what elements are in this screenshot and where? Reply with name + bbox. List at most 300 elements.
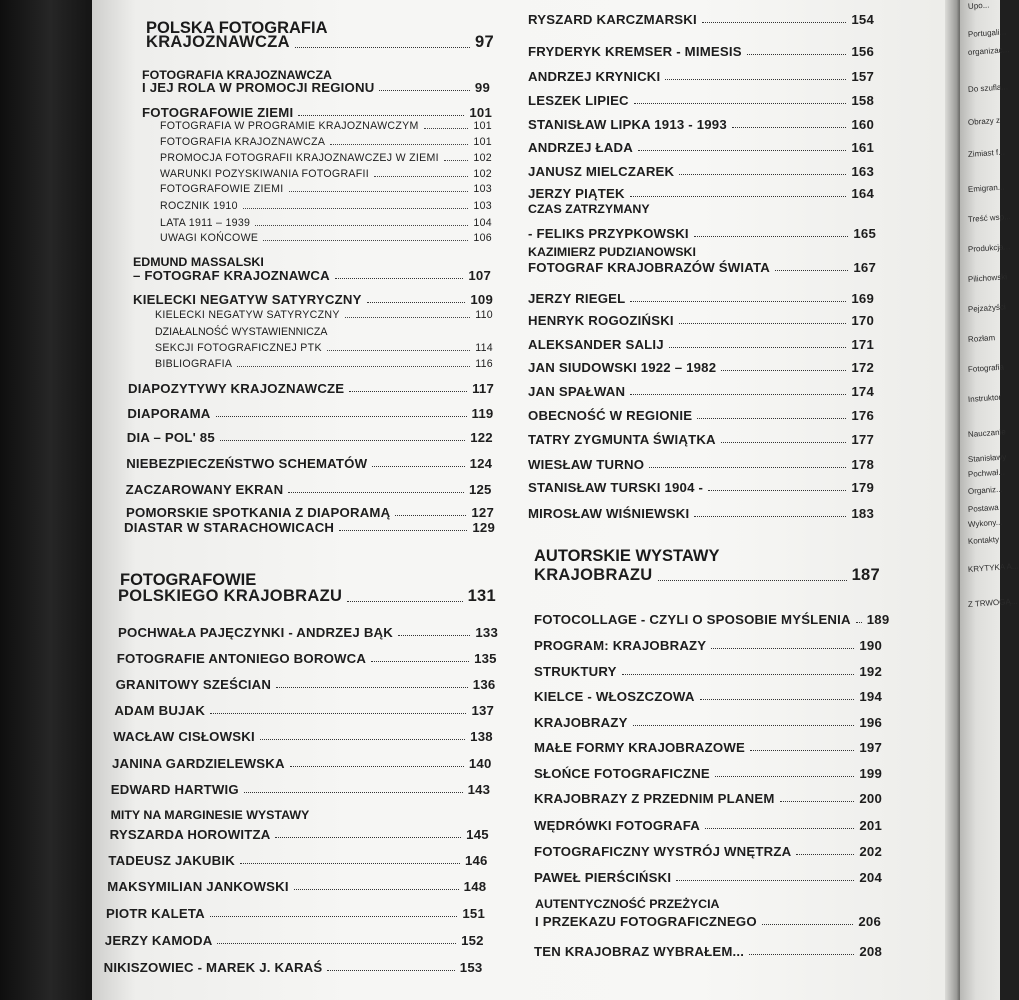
toc-entry (104, 960, 483, 975)
toc-entry (105, 933, 484, 948)
toc-entry-title: MAŁE FORMY KRAJOBRAZOWE (534, 740, 745, 755)
toc-page-number: 101 (473, 136, 492, 148)
leader-dots (255, 225, 468, 226)
leader-dots (721, 370, 846, 371)
toc-entry-title: WACŁAW CISŁOWSKI (113, 729, 255, 744)
toc-page-number: 135 (474, 651, 497, 666)
toc-entry (528, 140, 874, 155)
leader-dots (796, 854, 854, 855)
toc-page-number: 197 (859, 740, 882, 755)
section-title (118, 587, 496, 606)
leader-dots (240, 863, 460, 864)
toc-entry-title: JERZY RIEGEL (528, 291, 626, 306)
toc-subentry-line: DZIAŁALNOŚĆ WYSTAWIENNICZA (155, 326, 328, 338)
toc-entry (528, 384, 874, 399)
next-page-text: Instruktor (967, 392, 1002, 404)
leader-dots (398, 635, 470, 636)
toc-entry (528, 186, 874, 201)
leader-dots (630, 301, 846, 302)
toc-entry-title-line: KAZIMIERZ PUDZIANOWSKI (528, 245, 696, 259)
toc-page-number: 102 (473, 152, 492, 164)
leader-dots (210, 916, 458, 917)
next-page-text: Organiz... (967, 484, 1003, 496)
toc-entry-title: WĘDRÓWKI FOTOGRAFA (534, 818, 700, 833)
toc-entry-title: TATRY ZYGMUNTA ŚWIĄTKA (528, 432, 716, 447)
toc-subentry (160, 183, 492, 195)
toc-page-number: 156 (851, 44, 874, 59)
toc-entry-title: DIAPOZYTYWY KRAJOZNAWCZE (128, 381, 345, 396)
toc-entry (142, 105, 492, 120)
toc-entry (128, 381, 494, 396)
toc-page-number: 138 (470, 729, 493, 744)
toc-page-number: 117 (472, 381, 494, 396)
next-page-text: Obrazy z (967, 115, 1001, 127)
toc-page-number: 152 (461, 933, 484, 948)
leader-dots (705, 828, 854, 829)
toc-page-number: 145 (466, 827, 489, 842)
toc-entry-title: NIEBEZPIECZEŃSTWO SCHEMATÓW (126, 456, 368, 471)
toc-page-number: 127 (471, 505, 494, 520)
leader-dots (339, 530, 467, 531)
next-page-text: Postawa (967, 502, 999, 514)
leader-dots (210, 713, 466, 714)
leader-dots (217, 943, 456, 944)
toc-page-number: 154 (851, 12, 874, 27)
toc-page-number: 148 (463, 879, 487, 894)
toc-page-number: 106 (473, 232, 492, 244)
toc-entry-title: ADAM BUJAK (114, 703, 206, 718)
leader-dots (330, 144, 468, 145)
leader-dots (395, 515, 466, 516)
leader-dots (630, 394, 846, 395)
toc-page-number: 158 (851, 93, 874, 108)
leader-dots (237, 366, 470, 367)
toc-entry-title: FOTOCOLLAGE - CZYLI O SPOSOBIE MYŚLENIA (534, 612, 851, 627)
toc-entry-title: STRUKTURY (534, 664, 617, 679)
toc-entry-title: PIOTR KALETA (106, 906, 205, 921)
toc-page-number: 192 (859, 664, 882, 679)
next-page-text: Produkcja... (967, 242, 1011, 254)
leader-dots (349, 391, 467, 392)
leader-dots (665, 79, 846, 80)
leader-dots (295, 47, 470, 48)
leader-dots (379, 90, 469, 91)
toc-entry-title-line: MITY NA MARGINESIE WYSTAWY (110, 808, 310, 822)
toc-page-number: 161 (851, 140, 874, 155)
toc-entry-title: POLSKIEGO KRAJOBRAZU (118, 587, 343, 605)
toc-page-number: 140 (468, 756, 492, 771)
toc-entry-title: OBECNOŚĆ W REGIONIE (528, 408, 693, 423)
leader-dots (289, 191, 469, 192)
toc-page-number: 206 (858, 914, 881, 929)
toc-page-number: 151 (462, 906, 485, 921)
toc-entry-title-line: FOTOGRAFIA KRAJOZNAWCZA (142, 68, 332, 82)
toc-entry-title: JAN SIUDOWSKI 1922 – 1982 (528, 360, 717, 375)
toc-subentry (160, 120, 492, 132)
toc-entry-title: WIESŁAW TURNO (528, 457, 645, 472)
toc-page-number: 194 (859, 689, 882, 704)
toc-entry-title: MIROSŁAW WIŚNIEWSKI (528, 506, 690, 521)
toc-entry (528, 432, 874, 447)
toc-entry-title: FOTOGRAFOWIE ZIEMI (160, 183, 284, 195)
toc-page-number: 167 (853, 260, 876, 275)
leader-dots (327, 350, 470, 351)
next-page-text: Pilichowski (967, 272, 1008, 284)
toc-entry-title: I PRZEKAZU FOTOGRAFICZNEGO (535, 914, 757, 929)
leader-dots (290, 766, 464, 767)
leader-dots (649, 467, 846, 468)
toc-entry-title: PAWEŁ PIERŚCIŃSKI (534, 870, 672, 885)
toc-entry-title-line: CZAS ZATRZYMANY (528, 202, 650, 216)
toc-page-number: 163 (851, 164, 874, 179)
toc-entry-title: ANDRZEJ ŁADA (528, 140, 633, 155)
toc-entry-title: JERZY PIĄTEK (528, 186, 625, 201)
toc-entry-title: NIKISZOWIEC - MAREK J. KARAŚ (103, 960, 323, 975)
toc-entry-title: FOTOGRAFIA W PROGRAMIE KRAJOZNAWCZYM (160, 120, 419, 132)
toc-page-number: 104 (473, 217, 492, 229)
section-title: AUTORSKIE WYSTAWY (534, 547, 720, 565)
toc-entry-title: KRAJOBRAZY Z PRZEDNIM PLANEM (534, 791, 775, 806)
toc-entry-title: LATA 1911 – 1939 (160, 217, 251, 229)
leader-dots (335, 278, 464, 279)
toc-subentry (155, 309, 493, 321)
toc-page-number: 153 (459, 960, 483, 975)
toc-entry-title-line: EDMUND MASSALSKI (133, 255, 264, 269)
next-page-text: Portugali... (967, 27, 1007, 39)
toc-entry (528, 291, 874, 306)
toc-page-number: 183 (851, 506, 874, 521)
toc-entry-title: EDWARD HARTWIG (110, 782, 239, 797)
toc-page-number: 204 (859, 870, 882, 885)
toc-page-number: 109 (470, 292, 493, 307)
toc-page-number: 187 (851, 566, 880, 584)
leader-dots (444, 160, 469, 161)
toc-page-number: 200 (859, 791, 882, 806)
toc-page-number: 208 (859, 944, 882, 959)
toc-page-number: 201 (859, 818, 882, 833)
toc-entry-title: DIA – POL' 85 (126, 430, 215, 445)
toc-entry (534, 612, 890, 627)
leader-dots (275, 837, 461, 838)
leader-dots (700, 699, 855, 700)
toc-entry-title: TADEUSZ JAKUBIK (108, 853, 235, 868)
toc-page-number: 189 (866, 612, 890, 627)
toc-entry-title: JAN SPAŁWAN (528, 384, 626, 399)
toc-entry-title: SEKCJI FOTOGRAFICZNEJ PTK (155, 342, 322, 354)
toc-page-number: 124 (469, 456, 493, 471)
toc-entry (116, 677, 496, 692)
toc-entry (534, 818, 882, 833)
toc-entry (528, 408, 874, 423)
toc-subentry (155, 358, 493, 370)
next-page-text: Nauczanie (967, 427, 1007, 439)
leader-dots (288, 492, 464, 493)
leader-dots (762, 924, 854, 925)
toc-entry-title: RYSZARDA HOROWITZA (109, 827, 271, 842)
toc-entry (127, 406, 493, 421)
toc-entry (127, 430, 493, 445)
leader-dots (715, 776, 854, 777)
toc-page-number: 199 (859, 766, 882, 781)
next-page-text: Do szufla... (967, 82, 1009, 94)
leader-dots (676, 880, 854, 881)
next-page-text: Treść wsp... (967, 212, 1012, 224)
leader-dots (630, 196, 847, 197)
toc-page-number: 174 (851, 384, 874, 399)
toc-entry-title: SŁOŃCE FOTOGRAFICZNE (534, 766, 710, 781)
toc-subentry (160, 152, 492, 164)
toc-entry (110, 827, 489, 842)
toc-entry (126, 505, 494, 520)
toc-page-number: 160 (851, 117, 874, 132)
toc-page-number: 103 (473, 183, 492, 195)
toc-entry (528, 93, 874, 108)
leader-dots (679, 323, 847, 324)
toc-entry (528, 226, 876, 241)
next-page-text: Kontakty (967, 534, 1000, 546)
toc-page-number: 164 (851, 186, 874, 201)
toc-entry (126, 456, 492, 471)
leader-dots (721, 442, 847, 443)
toc-entry-title: STANISŁAW LIPKA 1913 - 1993 (528, 117, 727, 132)
toc-page-number: 122 (470, 430, 493, 445)
leader-dots (263, 240, 468, 241)
toc-entry-title: KRAJOBRAZY (534, 715, 628, 730)
leader-dots (374, 176, 468, 177)
leader-dots (747, 54, 847, 55)
toc-entry (528, 457, 874, 472)
toc-page-number: 143 (467, 782, 491, 797)
toc-entry (534, 689, 882, 704)
toc-entry (126, 482, 492, 497)
leader-dots (749, 954, 854, 955)
toc-entry (528, 313, 874, 328)
toc-entry-title: DIAPORAMA (127, 406, 211, 421)
toc-entry-title-line: AUTENTYCZNOŚĆ PRZEŻYCIA (535, 897, 720, 911)
toc-entry (133, 292, 493, 307)
next-page-text: organizac... (967, 45, 1010, 57)
toc-entry (534, 766, 882, 781)
next-page-text: KRYTYKA A... (967, 561, 1019, 574)
leader-dots (220, 440, 465, 441)
toc-page-number: 102 (473, 168, 492, 180)
toc-page-number: 136 (472, 677, 496, 692)
next-page-text: Stanisławy (967, 452, 1007, 464)
toc-page-number: 178 (851, 457, 874, 472)
toc-entry-title: LESZEK LIPIEC (528, 93, 629, 108)
leader-dots (638, 150, 846, 151)
toc-entry (124, 520, 495, 535)
toc-entry (142, 80, 490, 95)
toc-entry (118, 625, 498, 640)
toc-entry (534, 791, 882, 806)
next-page-edge (960, 0, 1019, 1000)
leader-dots (276, 687, 468, 688)
leader-dots (298, 115, 464, 116)
toc-page-number: 131 (467, 587, 496, 605)
section-title (146, 33, 494, 52)
toc-page-number: 110 (475, 309, 493, 321)
toc-entry (534, 664, 882, 679)
toc-subentry (160, 168, 492, 180)
leader-dots (708, 490, 846, 491)
toc-page-number: 170 (851, 313, 874, 328)
toc-entry (111, 782, 490, 797)
toc-page-number: 179 (851, 480, 874, 495)
toc-page-number: 103 (473, 200, 492, 212)
leader-dots (679, 174, 846, 175)
leader-dots (243, 208, 469, 209)
leader-dots (260, 739, 465, 740)
toc-entry-title: FOTOGRAFIE ANTONIEGO BOROWCA (116, 651, 367, 666)
leader-dots (658, 580, 847, 581)
toc-entry (534, 715, 882, 730)
toc-entry (534, 740, 882, 755)
toc-entry-title: KIELECKI NEGATYW SATYRYCZNY (155, 309, 340, 321)
next-page-text: Rozłam (967, 333, 996, 344)
leader-dots (694, 516, 846, 517)
toc-page-number: 99 (474, 80, 490, 95)
toc-entry-title: – FOTOGRAF KRAJOZNAWCA (133, 268, 330, 283)
next-page-text: Wykony... (967, 517, 1003, 529)
toc-entry-title: PROMOCJA FOTOGRAFII KRAJOZNAWCZEJ W ZIEMI (160, 152, 439, 164)
toc-entry (534, 944, 882, 959)
toc-entry (528, 117, 874, 132)
toc-entry-title: POMORSKIE SPOTKANIA Z DIAPORAMĄ (126, 505, 391, 520)
toc-page-number: 119 (471, 406, 494, 421)
next-page-text: Zimiast f... (967, 147, 1006, 159)
toc-page-number: 107 (468, 268, 491, 283)
next-page-text: Emigran... (967, 182, 1005, 194)
toc-entry-title: JANINA GARDZIELEWSKA (112, 756, 285, 771)
toc-entry-title: BIBLIOGRAFIA (155, 358, 233, 370)
toc-entry (107, 879, 486, 894)
toc-entry-title: PROGRAM: KRAJOBRAZY (534, 638, 707, 653)
toc-page-number: 137 (471, 703, 495, 718)
toc-entry (534, 870, 882, 885)
toc-entry-title: HENRYK ROGOZIŃSKI (528, 313, 674, 328)
leader-dots (372, 466, 464, 467)
toc-entry (108, 853, 487, 868)
book-binding-shadow (0, 0, 100, 1000)
toc-page-number: 97 (475, 33, 494, 51)
toc-page-number: 125 (468, 482, 492, 497)
section-title: FOTOGRAFOWIE (120, 571, 257, 589)
toc-entry (528, 44, 874, 59)
toc-page-number: 196 (859, 715, 882, 730)
toc-subentry (160, 232, 492, 244)
toc-entry (528, 360, 874, 375)
toc-entry-title: ZACZAROWANY EKRAN (125, 482, 284, 497)
toc-entry-title: ALEKSANDER SALIJ (528, 337, 664, 352)
toc-entry-title: KIELECKI NEGATYW SATYRYCZNY (133, 292, 362, 307)
toc-entry-title: ROCZNIK 1910 (160, 200, 238, 212)
toc-entry-title: WARUNKI POZYSKIWANIA FOTOGRAFII (160, 168, 370, 180)
toc-subentry (160, 136, 492, 148)
toc-entry-title: JANUSZ MIELCZAREK (528, 164, 675, 179)
leader-dots (345, 317, 471, 318)
toc-entry-title: FOTOGRAF KRAJOBRAZÓW ŚWIATA (528, 260, 771, 275)
leader-dots (216, 416, 467, 417)
toc-entry-title: MAKSYMILIAN JANKOWSKI (107, 879, 289, 894)
toc-page-number: 116 (475, 358, 493, 370)
leader-dots (702, 22, 847, 23)
toc-entry (528, 337, 874, 352)
section-title (534, 566, 880, 585)
toc-entry (106, 906, 485, 921)
toc-entry-title: KIELCE - WŁOSZCZOWA (534, 689, 695, 704)
leader-dots (780, 801, 855, 802)
leader-dots (367, 302, 466, 303)
toc-entry-title: RYSZARD KARCZMARSKI (528, 12, 697, 27)
leader-dots (244, 792, 463, 793)
toc-entry-title: POCHWAŁA PAJĘCZYNKI - ANDRZEJ BĄK (118, 625, 393, 640)
leader-dots (347, 601, 462, 602)
toc-entry-title: KRAJOBRAZU (534, 566, 653, 584)
leader-dots (697, 418, 846, 419)
toc-entry-title: KRAJOZNAWCZA (146, 33, 290, 51)
toc-page-number: 202 (859, 844, 882, 859)
toc-entry-title: - FELIKS PRZYPKOWSKI (528, 226, 689, 241)
leader-dots (856, 622, 862, 623)
next-page-text: Fotografia (967, 362, 1005, 374)
toc-entry (528, 506, 874, 521)
toc-subentry (155, 342, 493, 354)
toc-page-number: 157 (851, 69, 874, 84)
leader-dots (775, 270, 848, 271)
toc-entry-title: STANISŁAW TURSKI 1904 - (528, 480, 704, 495)
section-title: POLSKA FOTOGRAFIA (146, 19, 328, 37)
toc-page-number: 101 (469, 105, 492, 120)
leader-dots (669, 347, 847, 348)
toc-page-number: 165 (853, 226, 876, 241)
toc-entry (534, 844, 882, 859)
toc-page-number: 177 (851, 432, 874, 447)
toc-page-number: 114 (475, 342, 493, 354)
toc-entry-title: UWAGI KOŃCOWE (160, 232, 259, 244)
toc-entry (534, 638, 882, 653)
toc-entry-title: TEN KRAJOBRAZ WYBRAŁEM... (534, 944, 745, 959)
toc-entry (133, 268, 491, 283)
leader-dots (694, 236, 849, 237)
toc-entry-title: FOTOGRAFIA KRAJOZNAWCZA (160, 136, 326, 148)
toc-entry-title: FRYDERYK KREMSER - MIMESIS (528, 44, 742, 59)
toc-entry (528, 12, 874, 27)
toc-entry (112, 756, 492, 771)
toc-entry-title: DIASTAR W STARACHOWICACH (124, 520, 335, 535)
toc-entry (528, 164, 874, 179)
leader-dots (622, 674, 855, 675)
next-page-text: Upo... (967, 0, 990, 11)
next-page-text: Pochwał... (967, 467, 1006, 479)
toc-page-number: 172 (851, 360, 874, 375)
next-page-text: Pejzażyści (967, 302, 1007, 314)
toc-entry-title: I JEJ ROLA W PROMOCJI REGIONU (142, 80, 375, 95)
leader-dots (424, 128, 469, 129)
toc-page-number: 176 (851, 408, 874, 423)
toc-entry (114, 703, 494, 718)
toc-subentry (160, 217, 492, 229)
leader-dots (371, 661, 469, 662)
toc-entry (528, 260, 876, 275)
toc-entry (528, 480, 874, 495)
toc-entry (528, 69, 874, 84)
leader-dots (750, 750, 854, 751)
leader-dots (634, 103, 847, 104)
toc-entry (117, 651, 497, 666)
toc-entry-title: ANDRZEJ KRYNICKI (528, 69, 661, 84)
toc-entry-title: FOTOGRAFOWIE ZIEMI (142, 105, 294, 120)
